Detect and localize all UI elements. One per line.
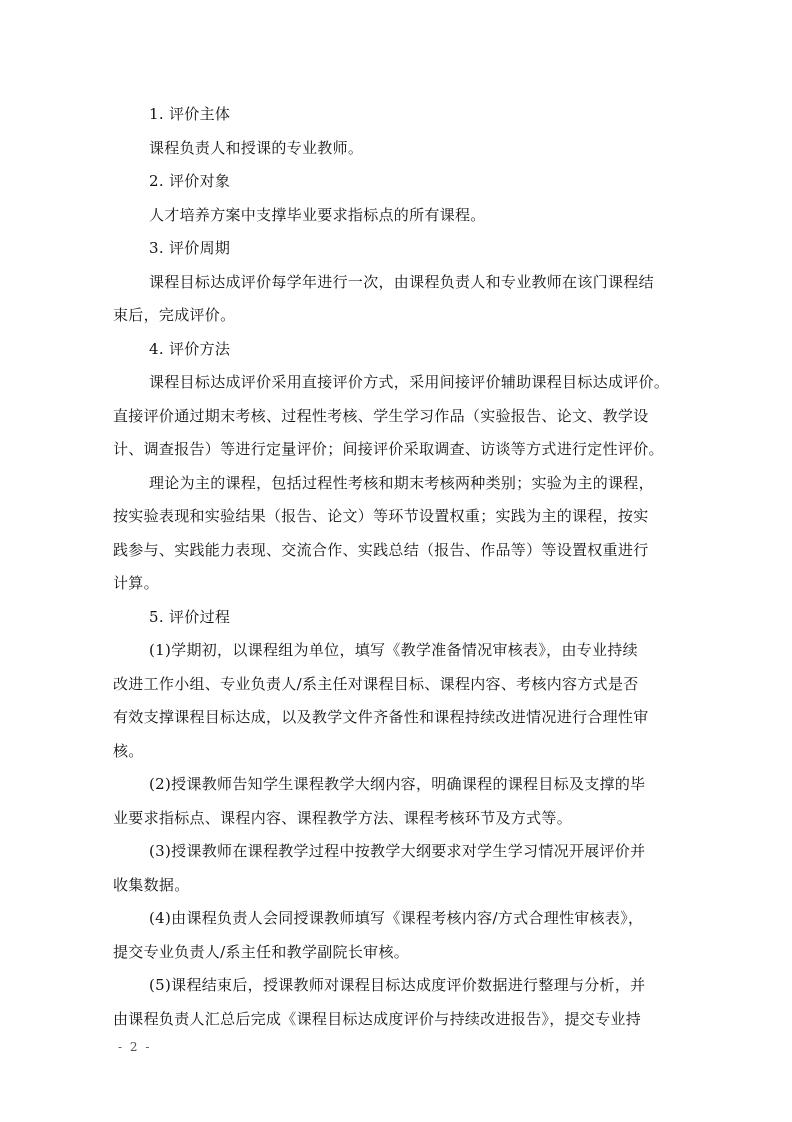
text-line: 改进工作小组、专业负责人/系主任对课程目标、课程内容、考核内容方式是否	[113, 674, 639, 693]
text-line: 计、调查报告）等进行定量评价；间接评价采取调查、访谈等方式进行定性评价。	[113, 440, 664, 458]
text-line: 按实验表现和实验结果（报告、论文）等环节设置权重；实践为主的课程，按实	[113, 507, 649, 525]
text-line: 2. 评价对象	[149, 172, 231, 190]
text-line: 提交专业负责人/系主任和教学副院长审核。	[113, 942, 410, 961]
text-line: 核。	[113, 741, 144, 760]
text-line: 4. 评价方法	[149, 339, 231, 358]
text-line: 课程负责人和授课的专业教师。	[149, 138, 364, 157]
text-line: 直接评价通过期末考核、过程性考核、学生学习作品（实验报告、论文、教学设	[113, 406, 649, 425]
page-number: - 2 -	[118, 1040, 152, 1054]
text-line: 5. 评价过程	[149, 607, 231, 626]
text-line: 课程目标达成评价采用直接评价方式，采用间接评价辅助课程目标达成评价。	[149, 373, 670, 391]
text-line: (3)授课教师在课程教学过程中按教学大纲要求对学生学习情况开展评价并	[149, 842, 646, 860]
text-line: 践参与、实践能力表现、交流合作、实践总结（报告、作品等）等设置权重进行	[113, 540, 649, 559]
text-line: 3. 评价周期	[149, 239, 231, 257]
text-line: (1)学期初，以课程组为单位，填写《教学准备情况审核表》，由专业持续	[149, 641, 638, 659]
text-line: 计算。	[113, 574, 159, 592]
text-line: 人才培养方案中支撑毕业要求指标点的所有课程。	[149, 205, 486, 224]
text-line: 束后，完成评价。	[113, 306, 236, 324]
text-line: 由课程负责人汇总后完成《课程目标达成度评价与持续改进报告》，提交专业持	[113, 1009, 642, 1028]
document-body	[113, 98, 685, 1036]
text-line: 课程目标达成评价每学年进行一次，由课程负责人和专业教师在该门课程结	[149, 272, 654, 291]
text-line: (5)课程结束后，授课教师对课程目标达成度评价数据进行整理与分析，并	[149, 976, 646, 994]
text-line: 1. 评价主体	[149, 105, 231, 123]
text-line: 收集数据。	[113, 875, 190, 894]
text-line: 理论为主的课程，包括过程性考核和期末考核两种类别；实验为主的课程，	[149, 473, 654, 492]
text-line: (2)授课教师告知学生课程教学大纲内容，明确课程的课程目标及支撑的毕	[149, 775, 646, 793]
text-line: 业要求指标点、课程内容、课程教学方法、课程考核环节及方式等。	[113, 808, 573, 827]
text-line: 有效支撑课程目标达成，以及教学文件齐备性和课程持续改进情况进行合理性审	[113, 708, 649, 726]
text-line: (4)由课程负责人会同授课教师填写《课程考核内容/方式合理性审核表》，	[149, 909, 644, 927]
